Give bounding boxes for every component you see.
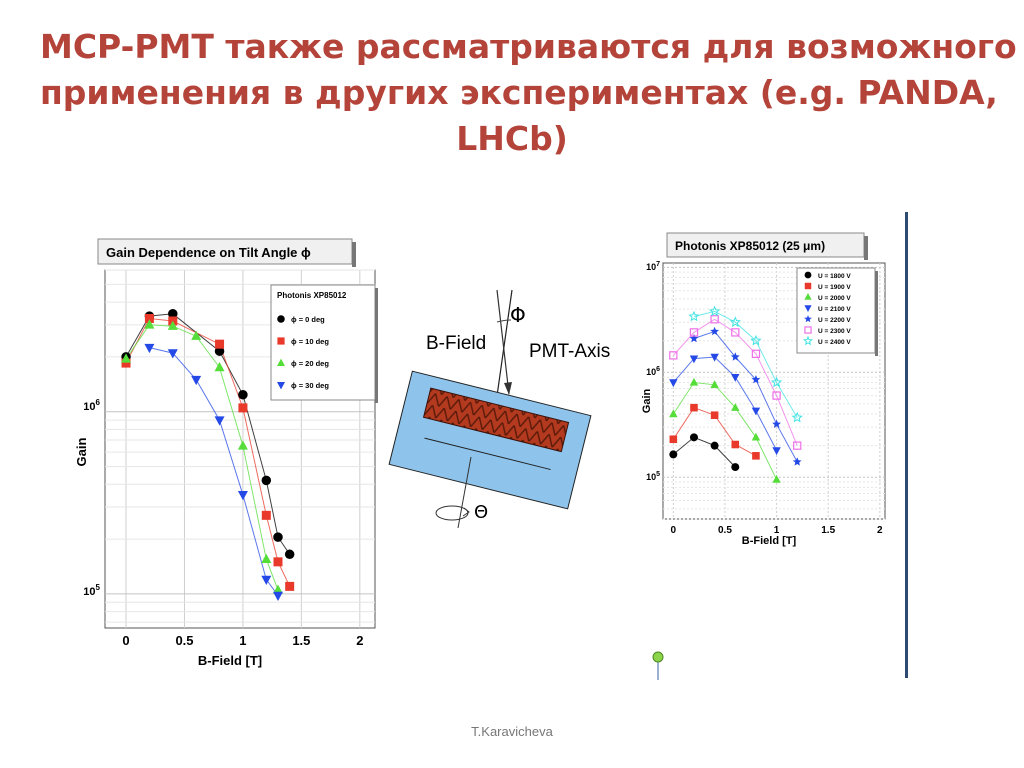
right-ytick-1e6: $10^6$ <box>646 366 660 377</box>
data-point <box>711 411 719 419</box>
phi-arc <box>497 320 511 322</box>
rotate-handle-icon <box>653 652 663 662</box>
rotation-arrow-icon <box>436 506 468 520</box>
right-legend-label-6: U = 2400 V <box>818 339 851 346</box>
theta-symbol: Θ <box>474 502 489 523</box>
data-point <box>731 463 739 471</box>
x-tick-label: 1 <box>239 633 247 648</box>
right-legend <box>797 268 878 356</box>
left-x-axis-label: B-Field [T] <box>197 653 263 668</box>
vertical-divider <box>905 212 908 678</box>
left-legend-title: Photonis XP85012 <box>277 291 347 300</box>
bfield-arrow <box>497 290 509 394</box>
right-legend-label-0: U = 1800 V <box>818 273 851 280</box>
data-point <box>670 435 678 443</box>
right-y-axis-label: Gain <box>641 388 653 414</box>
pmt-tilt-diagram <box>389 290 610 528</box>
right-legend-label-1: U = 1900 V <box>818 284 851 291</box>
data-point <box>731 441 739 449</box>
title-line-2: применения в других экспериментах (e.g. PANDA, <box>40 73 998 112</box>
x-tick-label: 0.5 <box>718 525 732 536</box>
data-point <box>752 452 760 460</box>
data-point <box>215 340 224 349</box>
left-ytick-1e6: $10^6$ <box>83 398 100 413</box>
data-point <box>690 404 698 412</box>
right-chart-title: Photonis XP85012 (25 μm) <box>675 239 826 253</box>
left-legend-label-3: ϕ = 30 deg <box>291 381 329 390</box>
left-title-box <box>98 239 356 267</box>
legend-marker-0 <box>277 315 285 323</box>
data-point <box>273 557 282 566</box>
data-point <box>669 450 677 458</box>
title-line-3: LHCb) <box>456 119 568 158</box>
left-chart-title: Gain Dependence on Tilt Angle ϕ <box>106 245 311 260</box>
x-tick-label: 2 <box>356 633 364 648</box>
bfield-label: B-Field <box>426 333 487 354</box>
x-tick-label: 0 <box>122 633 130 648</box>
left-y-axis-label: Gain <box>74 437 89 467</box>
data-point <box>285 582 294 591</box>
right-legend-label-3: U = 2100 V <box>818 306 851 313</box>
left-legend-label-0: ϕ = 0 deg <box>291 315 325 324</box>
footer-author: T.Karavicheva <box>471 724 553 739</box>
left-chart <box>74 232 378 670</box>
x-tick-label: 0 <box>670 525 677 536</box>
right-legend-label-2: U = 2000 V <box>818 295 851 302</box>
data-point <box>238 390 248 400</box>
left-legend-label-2: ϕ = 20 deg <box>291 359 329 368</box>
data-point <box>262 511 271 520</box>
rotation-arrowhead <box>463 508 469 516</box>
data-point <box>285 550 295 560</box>
pmt-device <box>389 371 591 509</box>
title-line-1: MCP-PMT также рассматриваются для возможного <box>40 27 1017 66</box>
right-ytick-1e5: $10^5$ <box>646 471 660 482</box>
legend-marker-1 <box>805 283 811 289</box>
data-point <box>711 442 719 450</box>
right-ytick-1e7: $10^7$ <box>646 261 660 272</box>
left-ytick-1e5: $10^5$ <box>83 583 100 598</box>
data-point <box>262 476 272 486</box>
pmt-axis-label: PMT-Axis <box>529 341 611 362</box>
data-point <box>238 403 247 412</box>
data-point <box>690 433 698 441</box>
x-tick-label: 1.5 <box>821 525 836 536</box>
data-point <box>273 532 283 542</box>
x-tick-label: 1.5 <box>292 633 311 648</box>
right-title-box <box>667 233 868 260</box>
right-legend-label-5: U = 2300 V <box>818 328 851 335</box>
phi-symbol: Φ <box>510 303 526 327</box>
bfield-arrowhead <box>504 382 512 395</box>
legend-marker-1 <box>277 337 284 344</box>
x-tick-label: 2 <box>877 525 883 536</box>
x-tick-label: 1 <box>773 525 780 536</box>
left-legend-label-1: ϕ = 10 deg <box>291 337 329 346</box>
right-x-axis-label: B-Field [T] <box>741 535 797 547</box>
x-tick-label: 0.5 <box>175 633 194 648</box>
right-legend-label-4: U = 2200 V <box>818 317 851 324</box>
right-chart <box>641 233 885 547</box>
left-legend <box>271 285 378 403</box>
legend-marker-0 <box>805 272 812 279</box>
